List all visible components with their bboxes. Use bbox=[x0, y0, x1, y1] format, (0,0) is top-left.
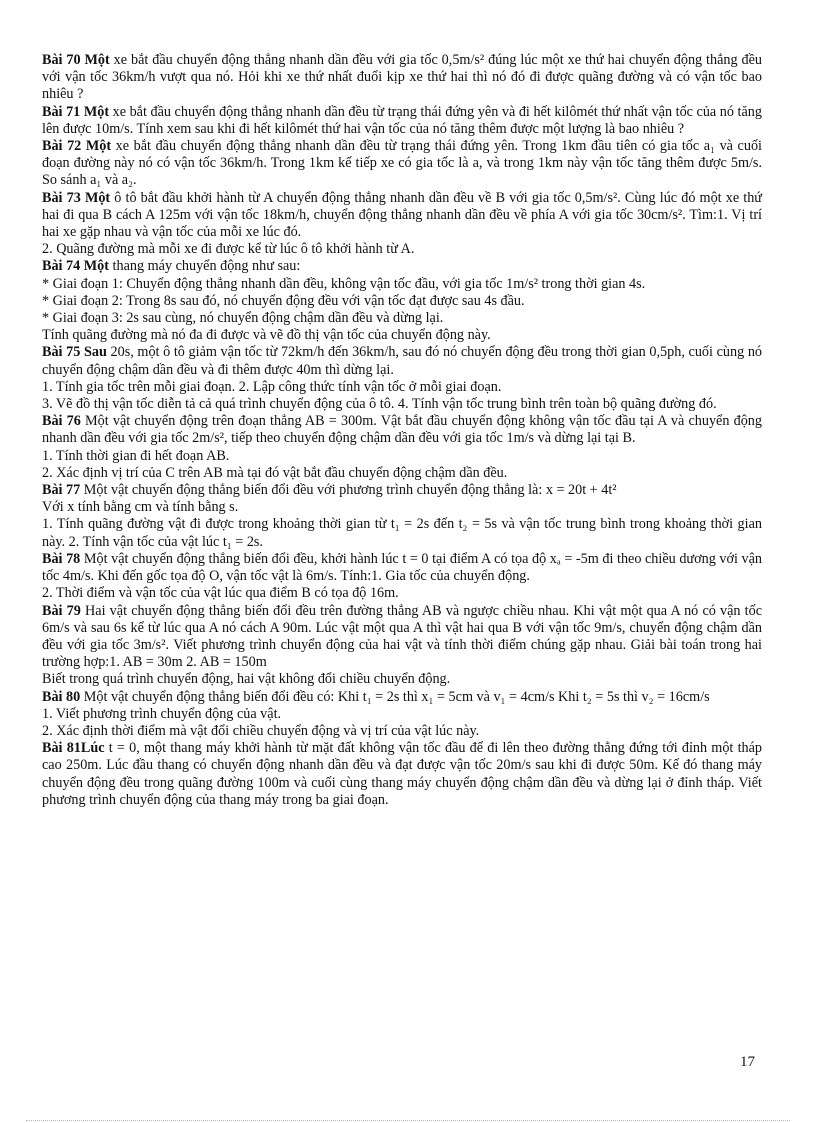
problem-text: * Giai đoạn 1: Chuyển động thẳng nhanh dần đều, không vận tốc đầu, với gia tốc 1m/s² trong thời gian 4s. bbox=[42, 275, 646, 292]
problem-text: Một vật chuyển động trên đoạn thẳng AB = 300m. Vật bắt đầu chuyển động không vận tốc đầu tại A và chuyển động nhanh dần đều với gia tốc 2m/s², tiếp theo chuyển động chậm dần đều với gia tốc 1m/s và dừng lại tại B. bbox=[42, 413, 762, 447]
problem-76-part-2 bbox=[42, 465, 762, 482]
problem-77 bbox=[42, 482, 762, 499]
problem-label: Bài 72 Một bbox=[42, 138, 112, 155]
problem-label: Bài 76 bbox=[42, 413, 81, 430]
problem-text: 1. Tính quãng đường vật đi được trong khoảng thời gian từ t₁ = 2s đến t₂ = 5s và vận tốc trung bình trong khoảng thời gian này. 2. Tính vận tốc của vật lúc t₁ = 2s. bbox=[42, 516, 762, 550]
problem-text: Một vật chuyển động thẳng biến đổi đều, khởi hành lúc t = 0 tại điểm A có tọa độ xₐ = -5m đi theo chiều dương với vận tốc 4m/s. Khi đến gốc tọa độ O, vận tốc vật là 6m/s. Tính:1. Gia tốc của chuyển động. bbox=[42, 550, 762, 585]
problem-77-part-1 bbox=[42, 516, 762, 550]
problem-71 bbox=[42, 104, 762, 138]
problem-text: Hai vật chuyển động thẳng biến đổi đều trên đường thẳng AB và ngược chiều nhau. Khi vật một qua A nó có vận tốc 6m/s và sau 6s kể từ lúc qua A nó cách A 90m. Lúc vật một qua A thì vật hai qua B với vận tốc 9m/s, chuyển động chậm dần đều với gia tốc 3m/s². Viết phương trình chuyển động của hai vật và tính thời điểm chúng gặp nhau. Giải bài toán trong hai trường hợp:1. AB = 30m 2. AB = 150m bbox=[42, 602, 762, 671]
problem-text: thang máy chuyển động như sau: bbox=[109, 258, 301, 275]
problem-label: Bài 81Lúc bbox=[42, 740, 105, 757]
problem-label: Bài 80 bbox=[42, 688, 81, 705]
problem-text: ô tô bắt đầu khởi hành từ A chuyển động thẳng nhanh dần đều về B với gia tốc 0,5m/s². Cùng lúc đó một xe thứ hai đi qua B cách A 125m với vận tốc 18km/h, chuyển động thẳng nhanh dần đều về phía A với gia tốc 30cm/s². Tìm:1. Vị trí hai xe gặp nhau và vận tốc của mỗi xe lúc đó. bbox=[42, 189, 762, 241]
problem-75-part-3 bbox=[42, 396, 762, 413]
problem-73 bbox=[42, 190, 762, 242]
problem-74-stage-1 bbox=[42, 276, 762, 293]
problem-72 bbox=[42, 138, 762, 190]
problem-text: 20s, một ô tô giảm vận tốc từ 72km/h đến 36km/h, sau đó nó chuyển động đều trong thời gian 0,5ph, cuối cùng nó chuyển động chậm dần đều và đi thêm được 40m thì dừng lại. bbox=[42, 344, 763, 378]
problem-80-part-1 bbox=[42, 706, 762, 723]
problem-label: Bài 73 Một bbox=[42, 189, 111, 206]
problem-76-part-1 bbox=[42, 448, 762, 465]
problem-79 bbox=[42, 603, 762, 672]
problem-74 bbox=[42, 258, 762, 275]
problem-text: 2. Thời điểm và vận tốc của vật lúc qua điểm B có tọa độ 16m. bbox=[42, 585, 399, 602]
problem-74-question bbox=[42, 327, 762, 344]
problem-label: Bài 79 bbox=[42, 602, 81, 619]
problem-label: Bài 77 bbox=[42, 482, 81, 499]
problem-77-units bbox=[42, 499, 762, 516]
problem-label: Bài 78 bbox=[42, 550, 81, 567]
problem-78 bbox=[42, 551, 762, 585]
problem-text: Tính quãng đường mà nó đa đi được và vẽ đồ thị vận tốc của chuyển động này. bbox=[42, 327, 491, 344]
problem-text: Một vật chuyển động thẳng biến đổi đều với phương trình chuyển động thẳng là: x = 20t + 4t² bbox=[80, 482, 617, 499]
problem-text: Biết trong quá trình chuyển động, hai vật không đổi chiều chuyển động. bbox=[42, 671, 451, 688]
page-bottom-rule bbox=[26, 1120, 790, 1121]
problem-label: Bài 70 Một bbox=[42, 52, 110, 68]
problem-label: Bài 71 Một bbox=[42, 103, 110, 120]
problem-70 bbox=[42, 52, 762, 104]
problem-label: Bài 75 Sau bbox=[42, 344, 107, 361]
document-body bbox=[42, 52, 762, 809]
problem-text: 2. Quãng đường mà mỗi xe đi được kể từ lúc ô tô khởi hành từ A. bbox=[42, 241, 415, 258]
problem-80-part-2 bbox=[42, 723, 762, 740]
problem-text: 1. Tính gia tốc trên mỗi giai đoạn. 2. Lập công thức tính vận tốc ở mỗi giai đoạn. bbox=[42, 378, 502, 395]
problem-75 bbox=[42, 344, 762, 378]
problem-text: Một vật chuyển động thẳng biến đổi đều có: Khi t₁ = 2s thì x₁ = 5cm và v₁ = 4cm/s Khi t₂ = 5s thì v₂ = 16cm/s bbox=[80, 688, 710, 705]
problem-label: Bài 74 Một bbox=[42, 258, 109, 275]
problem-text: t = 0, một thang máy khởi hành từ mặt đất không vận tốc đầu để đi lên theo đường thẳng đứng tới đỉnh một tháp cao 250m. Lúc đầu thang có chuyển động nhanh dần đều và đạt được vận tốc 20m/s sau khi đi được 50m. Kế đó thang máy chuyển động đều trong quãng đường 100m và cuối cùng thang máy chuyển động chậm dần đều và dừng lại ở đỉnh tháp. Viết phương trình chuyển động của thang máy trong ba giai đoạn. bbox=[42, 740, 762, 808]
problem-79-note bbox=[42, 671, 762, 688]
problem-text: 2. Xác định vị trí của C trên AB mà tại đó vật bắt đầu chuyển động chậm dần đều. bbox=[42, 464, 508, 481]
problem-74-stage-2 bbox=[42, 293, 762, 310]
page-number: 17 bbox=[740, 1054, 755, 1070]
problem-text: xe bắt đầu chuyển động thẳng nhanh dần đều từ trạng thái đứng yên. Trong 1km đầu tiên có gia tốc a₁ và cuối đoạn đường này nó có vận tốc 36km/h. Trong 1km kế tiếp xe có gia tốc là a, và trong 1km này vận tốc tăng thêm được 5m/s. So sánh a₁ và a₂. bbox=[42, 138, 762, 189]
problem-75-part-1 bbox=[42, 379, 762, 396]
problem-81 bbox=[42, 740, 762, 809]
problem-text: 3. Vẽ đồ thị vận tốc diễn tả cả quá trình chuyển động của ô tô. 4. Tính vận tốc trung bình trên toàn bộ quãng đường đó. bbox=[42, 396, 717, 413]
problem-74-stage-3 bbox=[42, 310, 762, 327]
problem-text: 1. Tính thời gian đi hết đoạn AB. bbox=[42, 447, 230, 464]
problem-text: * Giai đoạn 2: Trong 8s sau đó, nó chuyển động đều với vận tốc đạt được sau 4s đầu. bbox=[42, 292, 525, 309]
problem-text: Với x tính bằng cm và tính bằng s. bbox=[42, 499, 239, 516]
problem-78-part-2 bbox=[42, 585, 762, 602]
problem-text: * Giai đoạn 3: 2s sau cùng, nó chuyển động chậm dần đều và dừng lại. bbox=[42, 310, 444, 327]
problem-text: 2. Xác định thời điểm mà vật đổi chiều chuyển động và vị trí của vật lúc này. bbox=[42, 722, 480, 739]
problem-text: xe bắt đầu chuyển động thẳng nhanh dần đều từ trạng thái đứng yên và đi hết kilômét thứ nhất vận tốc của nó tăng lên được 10m/s. Tính xem sau khi đi hết kilômét thứ hai vận tốc của nó tăng thêm được một lượng là bao nhiêu ? bbox=[42, 103, 762, 137]
problem-76 bbox=[42, 413, 762, 447]
problem-text: xe bắt đầu chuyển động thẳng nhanh dần đều với gia tốc 0,5m/s² đúng lúc một xe thứ hai chuyển động thẳng đều với vận tốc 36km/h vượt qua nó. Hỏi khi xe thứ nhất đuổi kịp xe thứ hai thì nó đó đi được quãng đường và có vận tốc bao nhiêu ? bbox=[42, 52, 762, 103]
problem-text: 1. Viết phương trình chuyển động của vật. bbox=[42, 705, 282, 722]
problem-80 bbox=[42, 689, 762, 706]
problem-73-part bbox=[42, 241, 762, 258]
